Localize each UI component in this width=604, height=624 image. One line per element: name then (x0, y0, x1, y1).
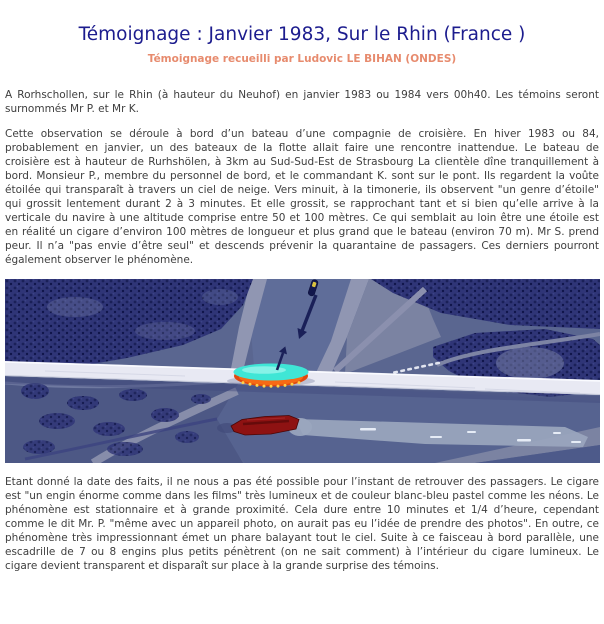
article-page (0, 24, 604, 573)
reconstruction-figure (5, 279, 600, 463)
paragraph-intro: A Rorhschollen, sur le Rhin (à hauteur du Neuhof) en janvier 1983 ou 1984 vers 00h40. Les témoins seront surnommés Mr P. et Mr K. (5, 89, 599, 115)
page-title: Témoignage : Janvier 1983, Sur le Rhin (France ) (78, 24, 526, 45)
page-subtitle: Témoignage recueilli par Ludovic LE BIHAN (ONDES) (147, 53, 457, 65)
paragraph-conclusion: Etant donné la date des faits, il ne nous a pas été possible pour l’instant de retrouver des passagers. Le cigare est "un engin énorme comme dans les films" très lumineux et de couleur blanc-bleu pastel comme les néons. Le phénomène est stationnaire et à grande proximité. Cela dure entre 10 minutes et 1/4 d’heure, cependant comme le dit Mr. P. "même avec un appareil photo, on aurait pas eu l’idée de prendre des photos". En outre, ce phénomène très impressionnant émet un phare balayant tout le ciel. Suite à ce faisceau à bord parallèle, une escadrille de 7 ou 8 engins plus petits pénètrent (on ne sait comment) à l’intérieur du cigare lumineux. Le cigare devient transparent et disparaît sur place à la grande surprise des témoins. (5, 476, 599, 572)
paragraph-observation: Cette observation se déroule à bord d’un bateau d’une compagnie de croisière. En hiver 1983 ou 84, probablement en janvier, un des bateaux de la flotte allait faire une rencontre inattendue. Le bateau de croisière est à hauteur de Rurhshölen, à 3km au Sud-Sud-Est de Strasbourg La clientèle dîne tranquillement à bord. Monsieur P., membre du personnel de bord, et le commandant K. sont sur le pont. Ils regardent la voûte étoilée qui transparaît à travers un ciel de neige. Vers minuit, à la timonerie, ils observent "un genre d’étoile" qui grossit lentement durant 2 à 3 minutes. Et elle grossit, se rapprochant tant et si bien qu’elle arrive à la verticale du navire à une altitude comprise entre 50 et 100 mètres. Ce qui semblait au loin être une étoile est en réalité un cigare d’environ 100 mètres de longueur et plus grand que le bateau (environ 70 m). Mr S. prend peur. Il n’a "pas envie d’être seul" et descends prévenir la quarantaine de passagers. Ces derniers pourront également observer le phénomène. (5, 128, 599, 266)
sighting-scene (5, 279, 600, 463)
